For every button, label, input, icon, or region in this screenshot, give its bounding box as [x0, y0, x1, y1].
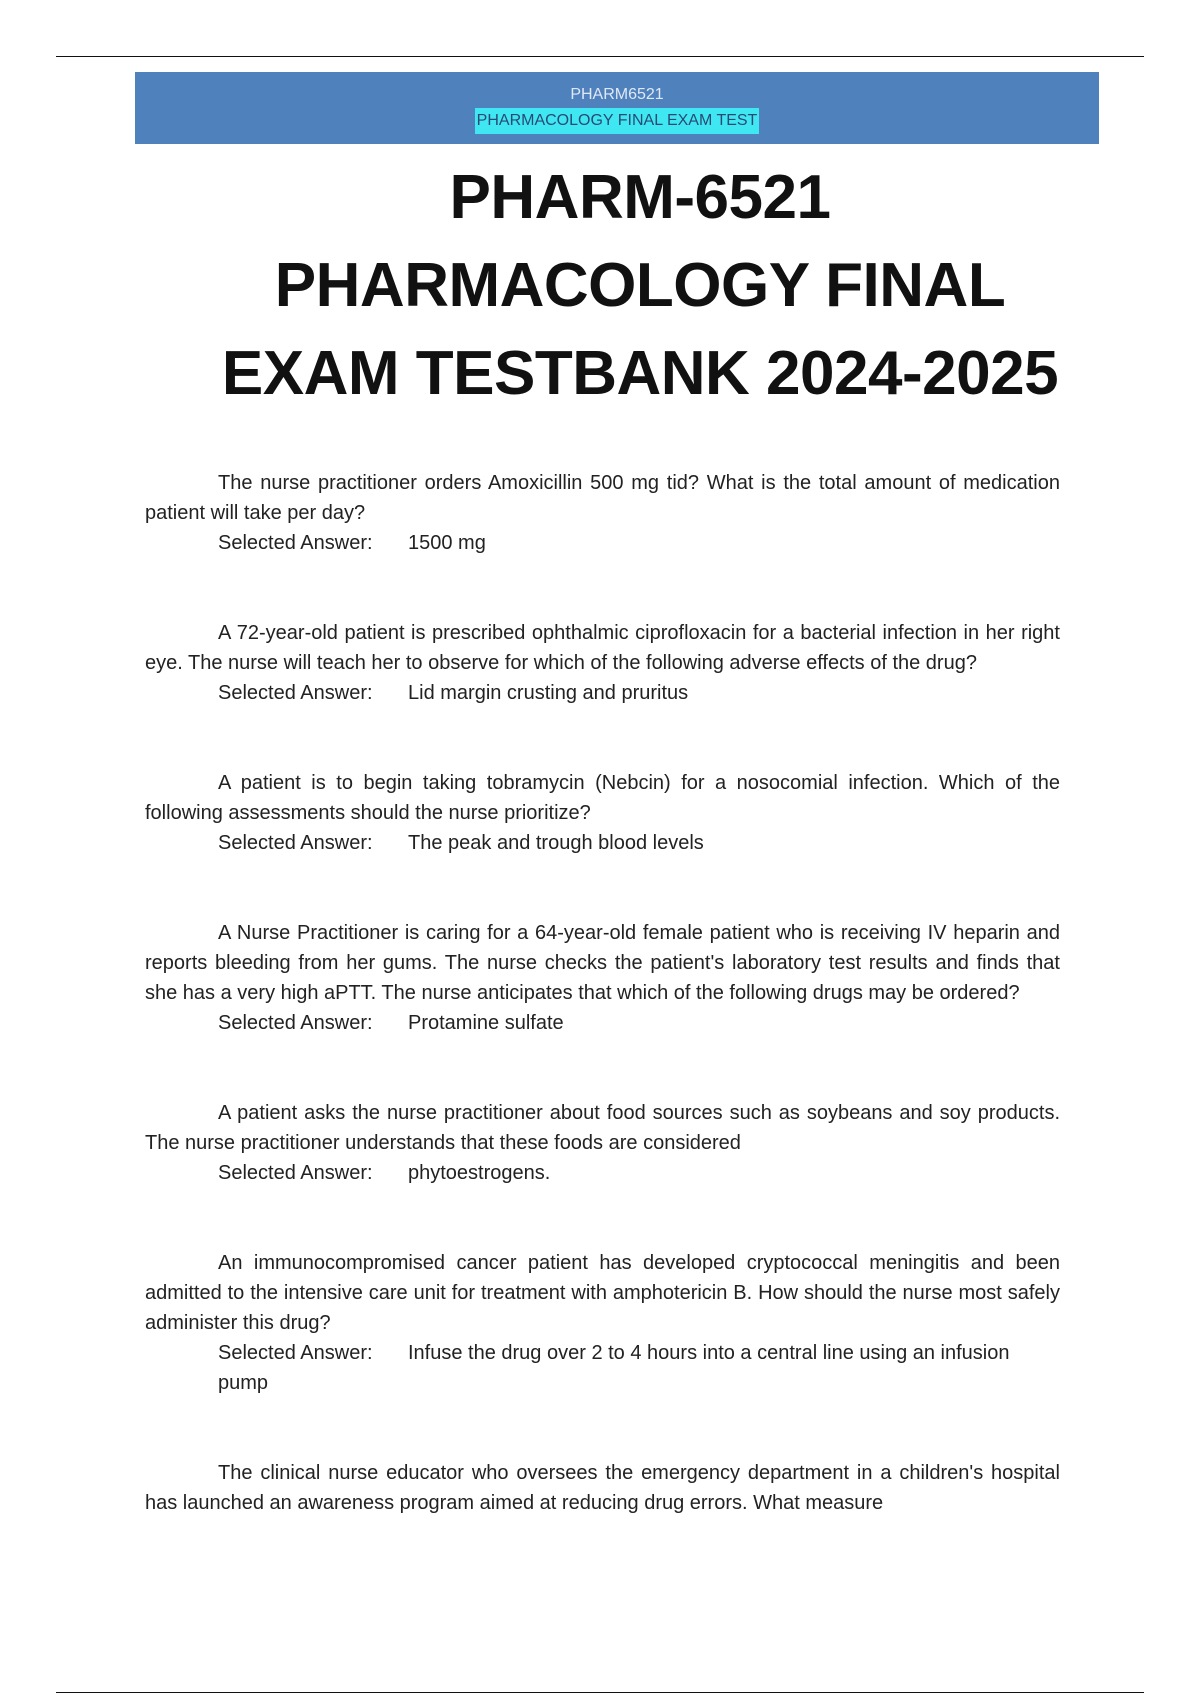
title-line-1: PHARM-6521 [449, 163, 831, 232]
question-block [145, 468, 1060, 558]
question-block [145, 1098, 1060, 1188]
header-subtitle: PHARMACOLOGY FINAL EXAM TEST [475, 108, 760, 134]
question-text: The clinical nurse educator who oversees the emergency department in a children's hospital has launched an awareness program aimed at reducing drug errors. What measure [145, 1462, 1060, 1514]
question-block [145, 918, 1060, 1038]
answer-value: The peak and trough blood levels [408, 832, 704, 854]
page-title [135, 154, 1145, 418]
question-block [145, 1248, 1060, 1398]
answer-label: Selected Answer: [218, 532, 373, 554]
question-text: A 72-year-old patient is prescribed ophthalmic ciprofloxacin for a bacterial infection in her right eye. The nurse will teach her to observe for which of the following adverse effects of the drug? [145, 622, 1060, 674]
title-line-3: EXAM TESTBANK 2024-2025 [221, 339, 1059, 408]
answer-value: Lid margin crusting and pruritus [408, 682, 689, 704]
answer-value: 1500 mg [408, 532, 486, 554]
selected-answer [145, 1158, 1060, 1188]
question-text: A patient asks the nurse practitioner about food sources such as soybeans and soy products. The nurse practitioner understands that these foods are considered [145, 1102, 1060, 1154]
answer-label: Selected Answer: [218, 832, 373, 854]
question-text: A patient is to begin taking tobramycin (Nebcin) for a nosocomial infection. Which of the following assessments should the nurse prioritize? [145, 772, 1060, 824]
answer-value: Infuse the drug over 2 to 4 hours into a central line using an infusion pump [218, 1342, 1010, 1394]
answer-label: Selected Answer: [218, 682, 373, 704]
header-banner [135, 72, 1099, 144]
selected-answer [145, 1008, 1060, 1038]
question-block [145, 618, 1060, 708]
question-text: The nurse practitioner orders Amoxicillin 500 mg tid? What is the total amount of medication patient will take per day? [145, 472, 1060, 524]
answer-label: Selected Answer: [218, 1342, 373, 1364]
selected-answer [145, 678, 1060, 708]
course-code: PHARM6521 [570, 86, 664, 103]
question-text: A Nurse Practitioner is caring for a 64-year-old female patient who is receiving IV heparin and reports bleeding from her gums. The nurse checks the patient's laboratory test results and finds that she has a very high aPTT. The nurse anticipates that which of the following drugs may be ordered? [145, 922, 1060, 1004]
question-text: An immunocompromised cancer patient has developed cryptococcal meningitis and been admitted to the intensive care unit for treatment with amphotericin B. How should the nurse most safely administer this drug? [145, 1252, 1060, 1334]
answer-label: Selected Answer: [218, 1012, 373, 1034]
answer-label: Selected Answer: [218, 1162, 373, 1184]
bottom-divider [56, 1692, 1144, 1693]
title-line-2: PHARMACOLOGY FINAL [274, 251, 1006, 320]
selected-answer [145, 828, 1060, 858]
question-block [145, 768, 1060, 858]
question-block [145, 1458, 1060, 1518]
top-divider [56, 56, 1144, 57]
selected-answer [145, 528, 1060, 558]
answer-value: Protamine sulfate [408, 1012, 564, 1034]
answer-value: phytoestrogens. [408, 1162, 551, 1184]
question-list [145, 468, 1060, 1578]
selected-answer [145, 1338, 1060, 1398]
